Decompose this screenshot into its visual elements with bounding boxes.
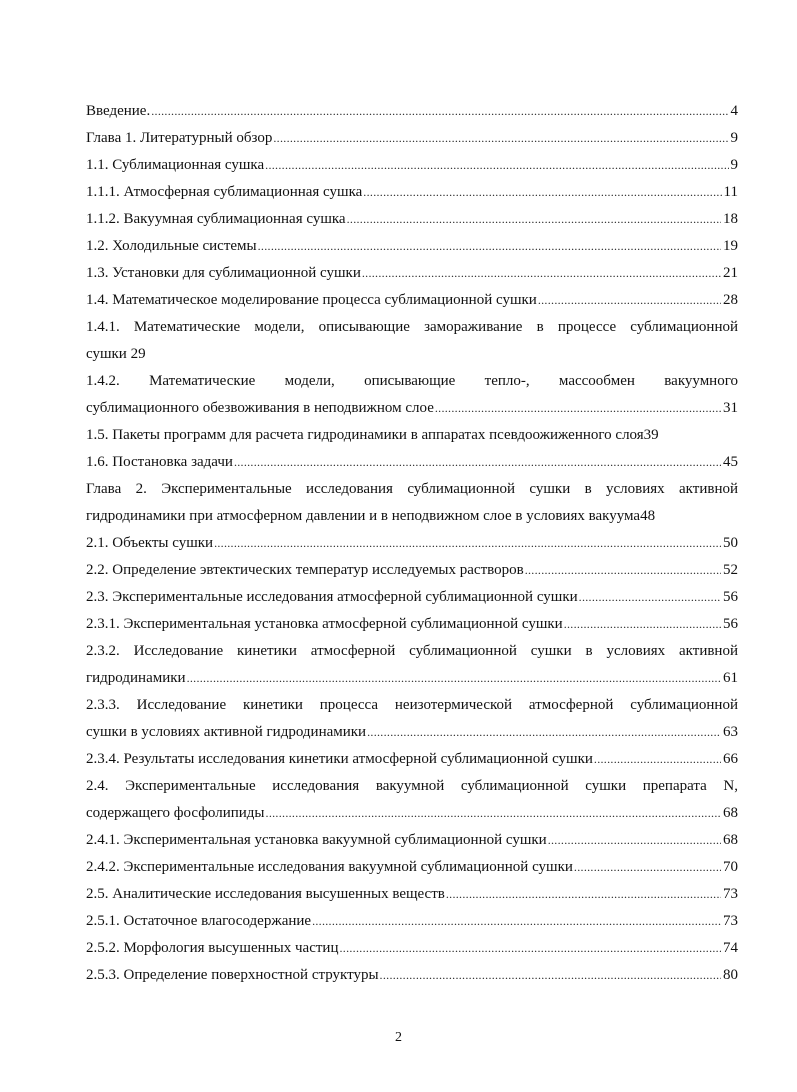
toc-entry-label: 1.3. Установки для сублимационной сушки xyxy=(86,265,361,281)
toc-entry-page: 9 xyxy=(730,157,738,173)
toc-entry-line: 2.3.2. Исследование кинетики атмосферной сублимационной сушки в условиях активной xyxy=(86,643,738,659)
toc-entry-label: 1.1. Сублимационная сушка xyxy=(86,157,265,173)
dot-leader xyxy=(214,530,721,557)
dot-leader xyxy=(446,881,721,908)
toc-entry xyxy=(86,179,738,206)
dot-leader xyxy=(273,125,728,152)
toc-entry xyxy=(86,98,738,125)
toc-entry-page: 11 xyxy=(723,184,738,200)
toc-entry-label: 2.5. Аналитические исследования высушенных веществ xyxy=(86,886,445,902)
toc-entry xyxy=(86,530,738,557)
dot-leader xyxy=(564,611,721,638)
toc-entry xyxy=(86,854,738,881)
toc-entry xyxy=(86,827,738,854)
toc-entry xyxy=(86,692,738,746)
dot-leader xyxy=(362,260,721,287)
toc-entry-page: 68 xyxy=(723,832,738,848)
toc-entry-label: сублимационного обезвоживания в неподвижном слое xyxy=(86,400,434,416)
toc-entry-page: 56 xyxy=(723,589,738,605)
toc-entry-page: 52 xyxy=(723,562,738,578)
dot-leader xyxy=(258,233,721,260)
toc-entry xyxy=(86,611,738,638)
toc-entry xyxy=(86,260,738,287)
toc-entry-label: сушки в условиях активной гидродинамики xyxy=(86,724,367,740)
toc-entry xyxy=(86,584,738,611)
toc-entry-label: 1.5. Пакеты программ для расчета гидродинамики в аппаратах псевдоожиженного слоя39 xyxy=(86,427,659,443)
dot-leader xyxy=(151,98,728,125)
toc-entry xyxy=(86,746,738,773)
toc-entry xyxy=(86,287,738,314)
toc-entry-page: 66 xyxy=(723,751,738,767)
toc-entry-label: содержащего фосфолипиды xyxy=(86,805,265,821)
dot-leader xyxy=(548,827,721,854)
toc-entry xyxy=(86,881,738,908)
dot-leader xyxy=(312,908,721,935)
toc-entry-label: 2.5.3. Определение поверхностной структуры xyxy=(86,967,379,983)
toc-entry-label: 1.1.2. Вакуумная сублимационная сушка xyxy=(86,211,346,227)
toc-entry xyxy=(86,152,738,179)
toc-entry-line: Глава 2. Экспериментальные исследования сублимационной сушки в условиях активной xyxy=(86,481,738,497)
page-number: 2 xyxy=(395,1030,402,1045)
toc-entry-label: 2.5.2. Морфология высушенных частиц xyxy=(86,940,339,956)
toc-entry-page: 74 xyxy=(723,940,738,956)
toc-entry-label: 1.2. Холодильные системы xyxy=(86,238,257,254)
dot-leader xyxy=(435,395,721,422)
toc-entry xyxy=(86,314,738,368)
dot-leader xyxy=(234,449,721,476)
toc-entry-label: Введение. xyxy=(86,103,151,119)
dot-leader xyxy=(538,287,721,314)
toc-entry-label: 2.1. Объекты сушки xyxy=(86,535,214,551)
toc-entry-label: 2.3. Экспериментальные исследования атмосферной сублимационной сушки xyxy=(86,589,578,605)
toc-entry-line: гидродинамики при атмосферном давлении и в неподвижном слое в условиях вакуума48 xyxy=(86,508,656,524)
toc-entry-page: 9 xyxy=(730,130,738,146)
dot-leader xyxy=(525,557,721,584)
toc-entry xyxy=(86,233,738,260)
toc-entry-page: 68 xyxy=(723,805,738,821)
toc-entry xyxy=(86,206,738,233)
dot-leader xyxy=(187,665,721,692)
toc-entry-label: 2.3.4. Результаты исследования кинетики атмосферной сублимационной сушки xyxy=(86,751,593,767)
toc-entry-page: 63 xyxy=(723,724,738,740)
toc-entry-label: 2.4.2. Экспериментальные исследования вакуумной сублимационной сушки xyxy=(86,859,573,875)
toc-entry-label: 1.4. Математическое моделирование процесса сублимационной сушки xyxy=(86,292,537,308)
dot-leader xyxy=(574,854,721,881)
dot-leader xyxy=(339,935,721,962)
toc-entry-label: 2.2. Определение эвтектических температур исследуемых растворов xyxy=(86,562,524,578)
toc-entry-page: 4 xyxy=(730,103,738,119)
toc-entry-line: 1.4.1. Математические модели, описывающие замораживание в процессе сублимационной xyxy=(86,319,738,335)
dot-leader xyxy=(594,746,721,773)
toc-entry xyxy=(86,125,738,152)
toc-entry-page: 28 xyxy=(723,292,738,308)
toc-entry-page: 45 xyxy=(723,454,738,470)
toc-entry xyxy=(86,476,738,530)
toc-entry-label: Глава 1. Литературный обзор xyxy=(86,130,273,146)
toc-entry-label: 2.4.1. Экспериментальная установка вакуумной сублимационной сушки xyxy=(86,832,547,848)
toc-entry xyxy=(86,368,738,422)
toc-entry xyxy=(86,422,738,449)
toc-entry xyxy=(86,773,738,827)
dot-leader xyxy=(579,584,721,611)
toc-entry-label: 1.6. Постановка задачи xyxy=(86,454,233,470)
toc-entry xyxy=(86,557,738,584)
toc-entry xyxy=(86,449,738,476)
toc-entry-page: 21 xyxy=(723,265,738,281)
toc-entry-page: 19 xyxy=(723,238,738,254)
dot-leader xyxy=(265,152,728,179)
dot-leader xyxy=(367,719,721,746)
toc-entry-label: гидродинамики xyxy=(86,670,186,686)
toc-entry-page: 31 xyxy=(723,400,738,416)
toc-entry-line: 2.3.3. Исследование кинетики процесса неизотермической атмосферной сублимационной xyxy=(86,697,738,713)
toc-entry-label: 1.1.1. Атмосферная сублимационная сушка xyxy=(86,184,363,200)
toc-entry-page: 80 xyxy=(723,967,738,983)
toc-entry-label: 2.5.1. Остаточное влагосодержание xyxy=(86,913,312,929)
toc-entry xyxy=(86,638,738,692)
dot-leader xyxy=(363,179,721,206)
toc-entry-page: 56 xyxy=(723,616,738,632)
toc-entry-page: 18 xyxy=(723,211,738,227)
dot-leader xyxy=(266,800,721,827)
dot-leader xyxy=(347,206,721,233)
toc-entry-page: 73 xyxy=(723,886,738,902)
table-of-contents xyxy=(86,98,738,989)
toc-entry-page: 61 xyxy=(723,670,738,686)
toc-entry-page: 50 xyxy=(723,535,738,551)
toc-entry xyxy=(86,935,738,962)
toc-entry-line: 1.4.2. Математические модели, описывающие тепло-, массообмен вакуумного xyxy=(86,373,738,389)
toc-entry-page: 73 xyxy=(723,913,738,929)
toc-entry xyxy=(86,962,738,989)
toc-entry-line: 2.4. Экспериментальные исследования вакуумной сублимационной сушки препарата N, xyxy=(86,778,738,794)
toc-entry-page: 70 xyxy=(723,859,738,875)
toc-entry xyxy=(86,908,738,935)
toc-entry-line: сушки 29 xyxy=(86,346,146,362)
dot-leader xyxy=(380,962,721,989)
toc-entry-label: 2.3.1. Экспериментальная установка атмосферной сублимационной сушки xyxy=(86,616,563,632)
